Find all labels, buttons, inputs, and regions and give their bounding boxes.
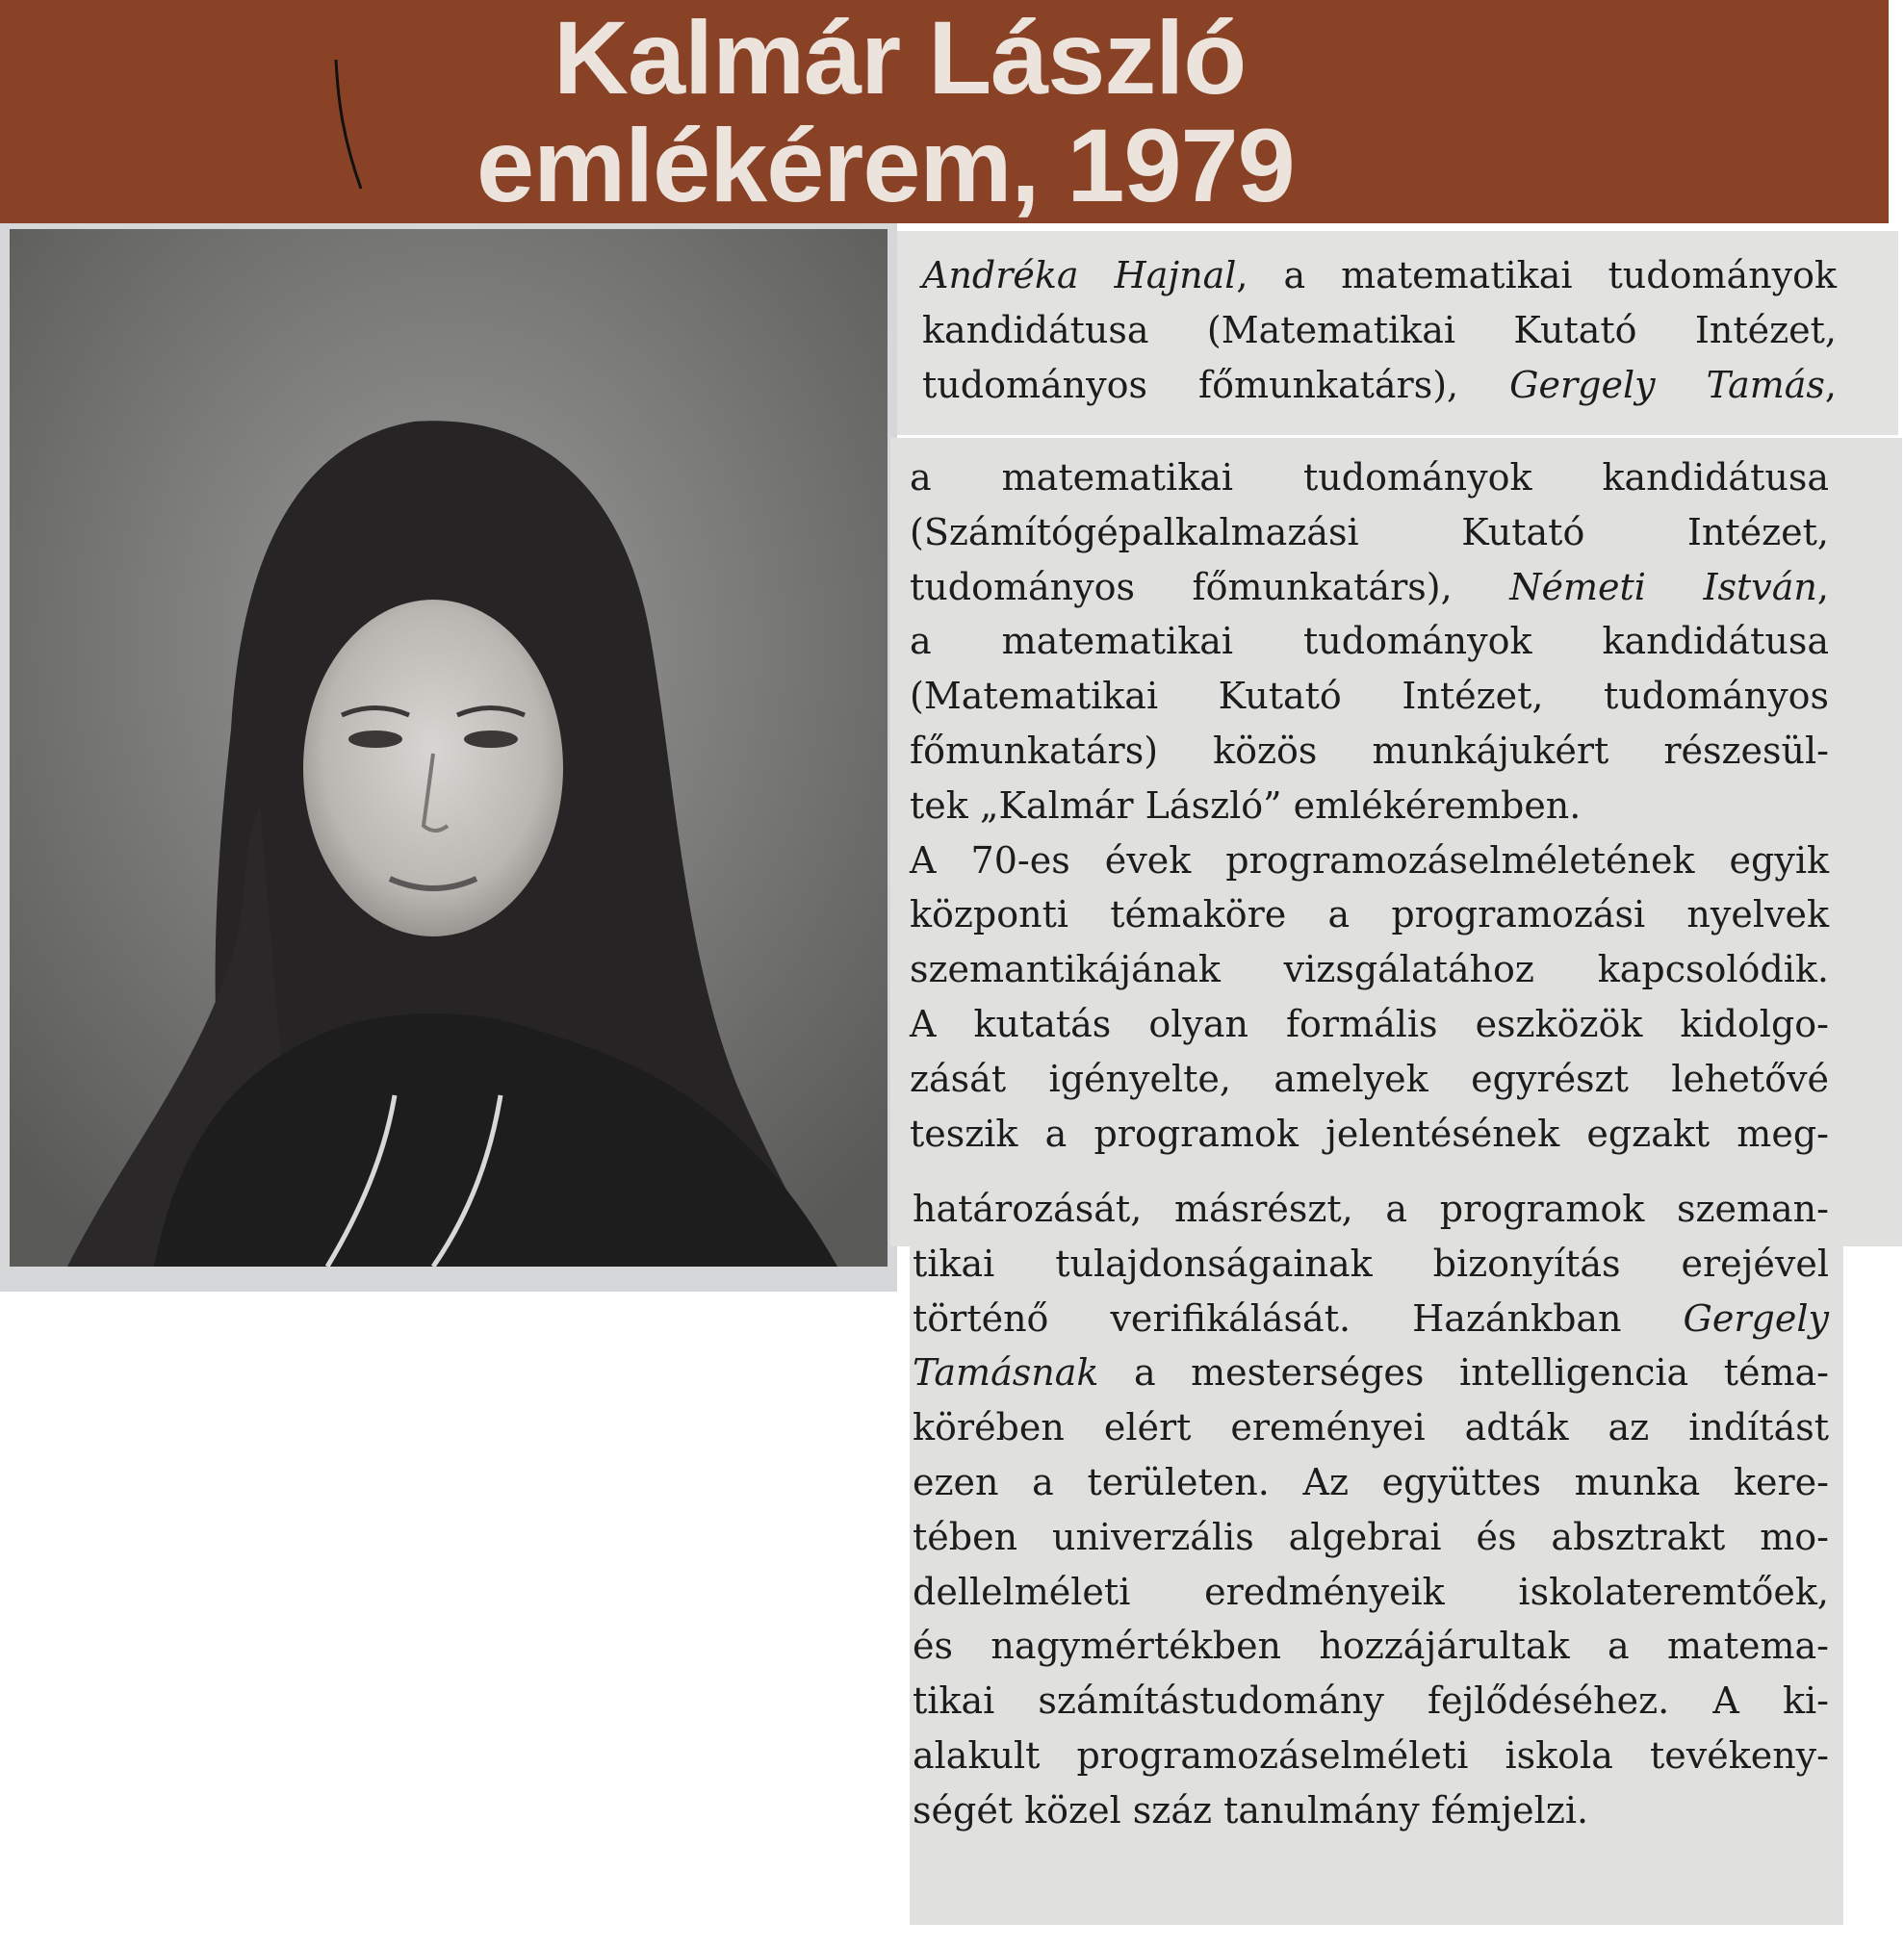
text-line: (Matematikai Kutató Intézet, tudományos [910, 675, 1829, 718]
article-block-2 [910, 450, 1829, 1161]
text-line: kandidátusa (Matematikai Kutató Intézet, [922, 308, 1837, 351]
text-line: Tamásnak a mesterséges intelligencia téma- [913, 1351, 1829, 1395]
text-line: A kutatás olyan formális eszközök kidolgo- [910, 1002, 1829, 1045]
person-name: Gergely Tamás [1509, 363, 1825, 406]
person-name: Gergely [1683, 1296, 1829, 1340]
text-line: a matematikai tudományok kandidátusa [910, 620, 1829, 663]
text-line: dellelméleti eredményeik iskolateremtőek, [913, 1570, 1829, 1613]
article-block-3 [913, 1182, 1829, 1838]
text-line: A 70-es évek programozáselméletének egyik [910, 838, 1829, 882]
text-line: ségét közel száz tanulmány fémjelzi. [913, 1788, 1589, 1832]
text-line: körében elért ereményei adták az indítást [913, 1406, 1829, 1449]
text-line: Andréka Hajnal, a matematikai tudományok [922, 254, 1837, 296]
portrait-image [10, 229, 888, 1267]
text-line: (Számítógépalkalmazási Kutató Intézet, [910, 510, 1829, 553]
person-name: Németi István [1509, 565, 1817, 608]
person-name: Andréka Hajnal [922, 254, 1237, 296]
text-line: ezen a területen. Az együttes munka kere- [913, 1460, 1829, 1503]
text-line: zását igényelte, amelyek egyrészt lehetővé [910, 1057, 1829, 1100]
text-line: tudományos főmunkatárs), Németi István, [910, 565, 1829, 608]
text-line: főmunkatárs) közös munkájukért részesül- [910, 729, 1829, 772]
text-line: a matematikai tudományok kandidátusa [910, 456, 1829, 499]
text-line: határozását, másrészt, a programok szeman- [913, 1188, 1829, 1230]
text-line: történő verifikálását. Hazánkban Gergely [913, 1296, 1829, 1340]
text-line: központi témaköre a programozási nyelvek [910, 893, 1829, 936]
text-line: tikai számítástudomány fejlődéséhez. A ki- [913, 1679, 1829, 1723]
text-line: tudományos főmunkatárs), Gergely Tamás, [922, 363, 1838, 406]
page-title [0, 0, 1889, 223]
header-banner [0, 0, 1889, 223]
portrait-photo [0, 223, 897, 1292]
text-line: tében univerzális algebrai és absztrakt mo- [913, 1515, 1829, 1558]
article-block-1 [922, 248, 1837, 412]
text-line: tek „Kalmár László” emlékéremben. [910, 783, 1582, 827]
text-line: teszik a programok jelentésének egzakt meg- [910, 1112, 1829, 1155]
text-line: tikai tulajdonságainak bizonyítás erejével [913, 1242, 1829, 1285]
person-name: Tamásnak [913, 1351, 1099, 1395]
text-line: és nagymértékben hozzájárultak a matema- [913, 1625, 1829, 1668]
text-line: szemantikájának vizsgálatához kapcsolódik. [910, 948, 1829, 991]
title-line-1: Kalmár László [553, 0, 1247, 115]
title-line-2: emlékérem, 1979 [476, 107, 1295, 223]
text-line: alakult programozáselméleti iskola tevékeny- [913, 1733, 1829, 1777]
